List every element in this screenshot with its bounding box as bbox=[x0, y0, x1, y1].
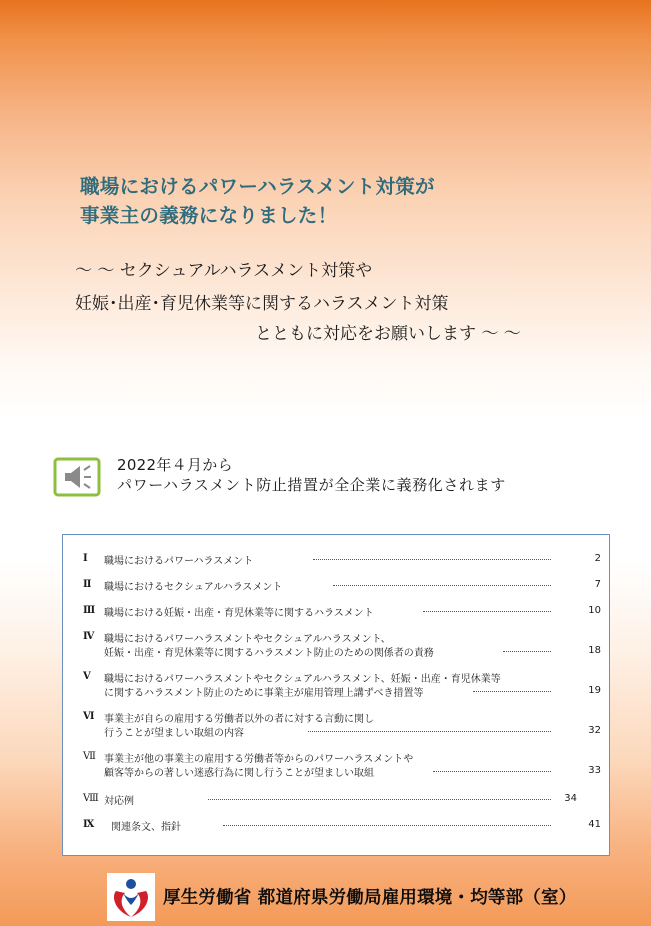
toc-title-line-1: 職場におけるパワーハラスメントやセクシュアルハラスメント、妊娠・出産・育児休業等 bbox=[104, 674, 501, 685]
toc-title: 職場におけるパワーハラスメント bbox=[104, 556, 254, 567]
toc-leader-dots bbox=[308, 731, 551, 732]
toc-page-number: 2 bbox=[594, 553, 601, 564]
toc-numeral: Ⅷ bbox=[83, 793, 99, 804]
subheadline-line-1: ～ ～ セクシュアルハラスメント対策や bbox=[75, 261, 373, 281]
headline bbox=[80, 172, 435, 230]
toc-page-number: 19 bbox=[588, 685, 601, 696]
toc-leader-dots bbox=[473, 691, 551, 692]
toc-numeral: Ⅲ bbox=[83, 605, 96, 616]
toc-numeral: Ⅱ bbox=[83, 579, 92, 590]
toc-title: 職場におけるセクシュアルハラスメント bbox=[104, 582, 283, 593]
toc-leader-dots bbox=[333, 585, 551, 586]
toc-title-line-2: 行うことが望ましい取組の内容 bbox=[104, 728, 244, 739]
toc-page-number: 34 bbox=[564, 793, 577, 804]
toc-title-line-2: 妊娠・出産・育児休業等に関するハラスメント防止のための関係者の責務 bbox=[104, 648, 434, 659]
toc-title-line-1: 事業主が自らの雇用する労働者以外の者に対する言動に関し bbox=[104, 714, 374, 725]
toc-title: 対応例 bbox=[104, 796, 134, 807]
toc-page-number: 33 bbox=[588, 765, 601, 776]
toc-entry-7[interactable] bbox=[63, 749, 609, 777]
mhlw-logo-icon bbox=[107, 873, 155, 921]
subheadline-line-3: とともに対応をお願いします ～ ～ bbox=[255, 324, 521, 344]
announcement-date: 2022年４月から bbox=[117, 456, 233, 474]
toc-numeral: Ⅰ bbox=[83, 553, 88, 564]
toc-page-number: 18 bbox=[588, 645, 601, 656]
toc-leader-dots bbox=[208, 799, 551, 800]
toc-entry-4[interactable] bbox=[63, 629, 609, 657]
toc-numeral: Ⅴ bbox=[83, 671, 91, 682]
toc-numeral: Ⅳ bbox=[83, 631, 95, 642]
toc-page-number: 32 bbox=[588, 725, 601, 736]
toc-leader-dots bbox=[503, 651, 551, 652]
toc-entry-6[interactable] bbox=[63, 709, 609, 737]
toc-numeral: Ⅵ bbox=[83, 711, 95, 722]
table-of-contents bbox=[62, 534, 610, 856]
toc-title-line-2: に関するハラスメント防止のために事業主が雇用管理上講ずべき措置等 bbox=[104, 688, 424, 699]
toc-page-number: 41 bbox=[588, 819, 601, 830]
toc-title: 職場における妊娠・出産・育児休業等に関するハラスメント bbox=[104, 608, 374, 619]
subheadline-line-2: 妊娠･出産･育児休業等に関するハラスメント対策 bbox=[75, 294, 449, 314]
headline-line-2: 事業主の義務になりました！ bbox=[80, 204, 338, 227]
toc-entry-1[interactable] bbox=[63, 550, 609, 580]
megaphone-icon bbox=[52, 456, 102, 498]
toc-page-number: 10 bbox=[588, 605, 601, 616]
toc-leader-dots bbox=[433, 771, 551, 772]
headline-line-1: 職場におけるパワーハラスメント対策が bbox=[80, 175, 435, 198]
toc-leader-dots bbox=[313, 559, 551, 560]
announcement-text: パワーハラスメント防止措置が全企業に義務化されます bbox=[117, 476, 506, 494]
toc-numeral: Ⅸ bbox=[83, 819, 95, 830]
toc-title: 関連条文、指針 bbox=[111, 822, 181, 833]
toc-numeral: Ⅶ bbox=[83, 751, 96, 762]
toc-leader-dots bbox=[423, 611, 551, 612]
toc-leader-dots bbox=[223, 825, 551, 826]
toc-entry-9[interactable] bbox=[63, 817, 609, 847]
toc-entry-5[interactable] bbox=[63, 669, 609, 697]
toc-title-line-1: 事業主が他の事業主の雇用する労働者等からのパワーハラスメントや bbox=[104, 754, 414, 765]
toc-title-line-2: 顧客等からの著しい迷惑行為に関し行うことが望ましい取組 bbox=[104, 768, 374, 779]
footer-organization: 厚生労働省 都道府県労働局雇用環境・均等部（室） bbox=[163, 888, 577, 908]
toc-title-line-1: 職場におけるパワーハラスメントやセクシュアルハラスメント、 bbox=[104, 634, 391, 645]
toc-page-number: 7 bbox=[594, 579, 601, 590]
